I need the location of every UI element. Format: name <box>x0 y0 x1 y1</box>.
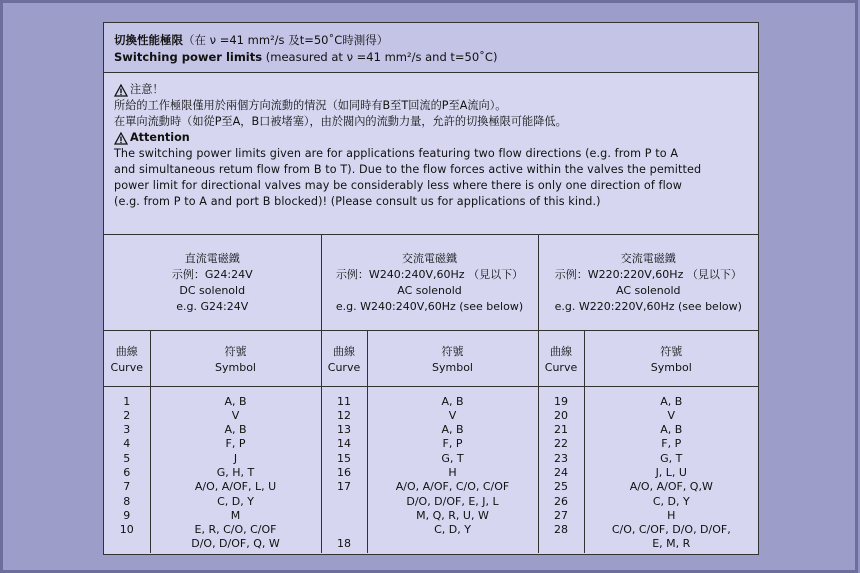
symbol-entry: G, T <box>660 451 683 465</box>
warning-icon <box>114 132 128 145</box>
symbol-entry: A, B <box>660 423 683 437</box>
symbol-header <box>150 330 321 386</box>
curve-number: 13 <box>337 423 351 437</box>
title-zh <box>114 32 748 49</box>
group-header-ac-240 <box>321 235 538 330</box>
symbol-header <box>367 330 538 386</box>
symbol-entry: G, T <box>441 451 464 465</box>
symbol-entry: H <box>667 508 676 522</box>
symbol-entry: F, P <box>225 437 246 451</box>
curve-number: 25 <box>554 480 569 494</box>
curve-header-en: Curve <box>110 360 143 374</box>
curve-list <box>538 386 584 553</box>
curve-number: 23 <box>554 451 569 465</box>
symbol-entry: F, P <box>661 437 682 451</box>
group-en-example: e.g. G24:24V <box>176 300 249 313</box>
title-zh-rest: （在 ν =41 mm²/s 及t=50˚C時測得） <box>183 33 389 47</box>
group-en-example: e.g. W220:220V,60Hz (see below) <box>554 300 742 313</box>
symbol-entry: A, B <box>224 394 247 408</box>
curve-number: 3 <box>123 423 131 437</box>
curve-number: 6 <box>123 465 131 479</box>
symbol-header-en: Symbol <box>215 360 256 374</box>
symbol-entry: C, D, Y <box>217 494 254 508</box>
symbol-entry: C, D, Y <box>434 523 471 537</box>
curve-number: 21 <box>554 423 569 437</box>
symbol-entry: A, B <box>660 394 683 408</box>
symbol-entry: E, M, R <box>652 537 691 551</box>
title-en-rest: (measured at ν =41 mm²/s and t=50˚C) <box>262 50 498 64</box>
symbol-entry: A, B <box>224 423 247 437</box>
group-zh: 交流電磁鐵 <box>402 252 457 265</box>
curve-header <box>104 330 150 386</box>
curve-number: 5 <box>123 451 131 465</box>
attention-zh-head <box>114 82 748 98</box>
curve-number: 11 <box>337 394 351 408</box>
symbol-entry: F, P <box>442 437 463 451</box>
curve-number <box>322 523 367 537</box>
curve-header-en: Curve <box>327 360 361 374</box>
curve-header <box>538 330 584 386</box>
symbol-entry: C/O, C/OF, D/O, D/OF, <box>611 523 731 537</box>
curve-symbol-table <box>104 235 758 553</box>
warning-icon <box>114 84 128 97</box>
symbol-header-en: Symbol <box>650 360 692 374</box>
symbol-entry: J, L, U <box>655 465 687 479</box>
attention-zh-line-1: 所給的工作極限僅用於兩個方向流動的情況（如同時有B至T回流的P至A流向）。 <box>114 99 507 112</box>
group-header-dc <box>104 235 321 330</box>
curve-number: 17 <box>337 480 351 494</box>
attention-en-line-1: The switching power limits given are for applications featuring two flow directions (e.g. from P to A <box>114 147 679 160</box>
attention-en-title: Attention <box>130 131 190 144</box>
curve-list <box>104 386 150 553</box>
curve-number: 1 <box>123 394 131 408</box>
curve-number: 10 <box>119 523 134 537</box>
symbol-entry: E, R, C/O, C/OF <box>194 523 277 537</box>
curve-symbol-body-row <box>104 386 758 553</box>
symbol-list <box>584 386 758 553</box>
curve-list <box>321 386 367 553</box>
curve-number: 18 <box>337 537 351 551</box>
title-zh-bold: 切換性能極限 <box>114 33 183 47</box>
symbol-entry: G, H, T <box>216 465 255 479</box>
group-en-example: e.g. W240:240V,60Hz (see below) <box>335 300 524 313</box>
group-en: AC solenold <box>616 284 681 297</box>
symbol-header-en: Symbol <box>432 360 473 374</box>
symbol-header-zh: 符號 <box>224 344 247 358</box>
attention-en-line-3: power limit for directional valves may be considerably less where there is only one direction of flow <box>114 179 683 192</box>
curve-number: 7 <box>123 480 131 494</box>
title-en-bold: Switching power limits <box>114 50 263 64</box>
curve-header-zh: 曲線 <box>115 344 138 358</box>
curve-number: 27 <box>554 508 569 522</box>
symbol-entry: A, B <box>441 423 464 437</box>
curve-number: 2 <box>123 408 131 422</box>
solenoid-header-row <box>104 235 758 330</box>
group-zh-example: 示例：W220:220V,60Hz （見以下） <box>554 268 742 281</box>
curve-number: 28 <box>554 523 569 537</box>
symbol-header <box>584 330 758 386</box>
curve-number: 22 <box>554 437 569 451</box>
symbol-entry: J <box>233 451 238 465</box>
symbol-entry: D/O, D/OF, Q, W <box>191 537 280 551</box>
curve-number: 14 <box>337 437 351 451</box>
attention-en-line-4: (e.g. from P to A and port B blocked)! (Please consult us for applications of this kind.) <box>114 195 601 208</box>
symbol-entry: H <box>448 465 457 479</box>
curve-number: 12 <box>337 408 351 422</box>
switching-limits-panel <box>103 22 759 555</box>
title-en <box>114 49 748 66</box>
group-zh: 交流電磁鐵 <box>620 252 676 265</box>
curve-number: 4 <box>123 437 131 451</box>
curve-number: 16 <box>337 465 351 479</box>
group-en: AC solenold <box>397 284 462 297</box>
symbol-list <box>150 386 321 553</box>
attention-en-head <box>114 130 748 146</box>
symbol-entry: A/O, A/OF, Q,W <box>629 480 713 494</box>
symbol-entry: V <box>667 408 676 422</box>
curve-number: 8 <box>123 494 131 508</box>
title-box <box>104 23 758 73</box>
column-header-row <box>104 330 758 386</box>
group-en: DC solenold <box>179 284 246 297</box>
curve-number: 26 <box>554 494 569 508</box>
curve-number <box>322 495 367 509</box>
attention-zh-line-2: 在單向流動時（如從P至A，B口被堵塞），由於閥內的流動力量，允許的切換極限可能降低。 <box>114 115 567 128</box>
curve-number: 15 <box>337 451 351 465</box>
symbol-entry: C, D, Y <box>652 494 690 508</box>
curve-number: 20 <box>554 408 569 422</box>
curve-number: 19 <box>554 394 569 408</box>
group-zh: 直流電磁鐵 <box>184 252 240 265</box>
symbol-entry: A, B <box>441 394 464 408</box>
symbol-entry: A/O, A/OF, C/O, C/OF <box>395 480 510 494</box>
attention-box <box>104 73 758 235</box>
symbol-header-zh: 符號 <box>441 344 464 358</box>
curve-number <box>322 509 367 523</box>
symbol-entry: V <box>448 408 457 422</box>
curve-number: 9 <box>123 508 131 522</box>
symbol-entry: M, Q, R, U, W <box>416 508 489 522</box>
attention-zh-title: 注意！ <box>130 83 164 96</box>
symbol-entry: M <box>230 508 241 522</box>
curve-number: 24 <box>554 465 569 479</box>
curve-header-zh: 曲線 <box>550 344 573 358</box>
symbol-entry: V <box>231 408 240 422</box>
symbol-header-zh: 符號 <box>660 344 683 358</box>
group-header-ac-220 <box>538 235 758 330</box>
curve-header <box>321 330 367 386</box>
group-zh-example: 示例：G24:24V <box>171 268 253 281</box>
symbol-entry: A/O, A/OF, L, U <box>194 480 277 494</box>
group-zh-example: 示例：W240:240V,60Hz （見以下） <box>335 268 524 281</box>
attention-en-line-2: and simultaneous retum flow from B to T). Due to the flow forces active within the valves the pemitted <box>114 163 702 176</box>
curve-header-zh: 曲線 <box>333 344 355 358</box>
symbol-list <box>367 386 538 553</box>
symbol-entry: D/O, D/OF, E, J, L <box>406 494 499 508</box>
curve-header-en: Curve <box>544 360 578 374</box>
